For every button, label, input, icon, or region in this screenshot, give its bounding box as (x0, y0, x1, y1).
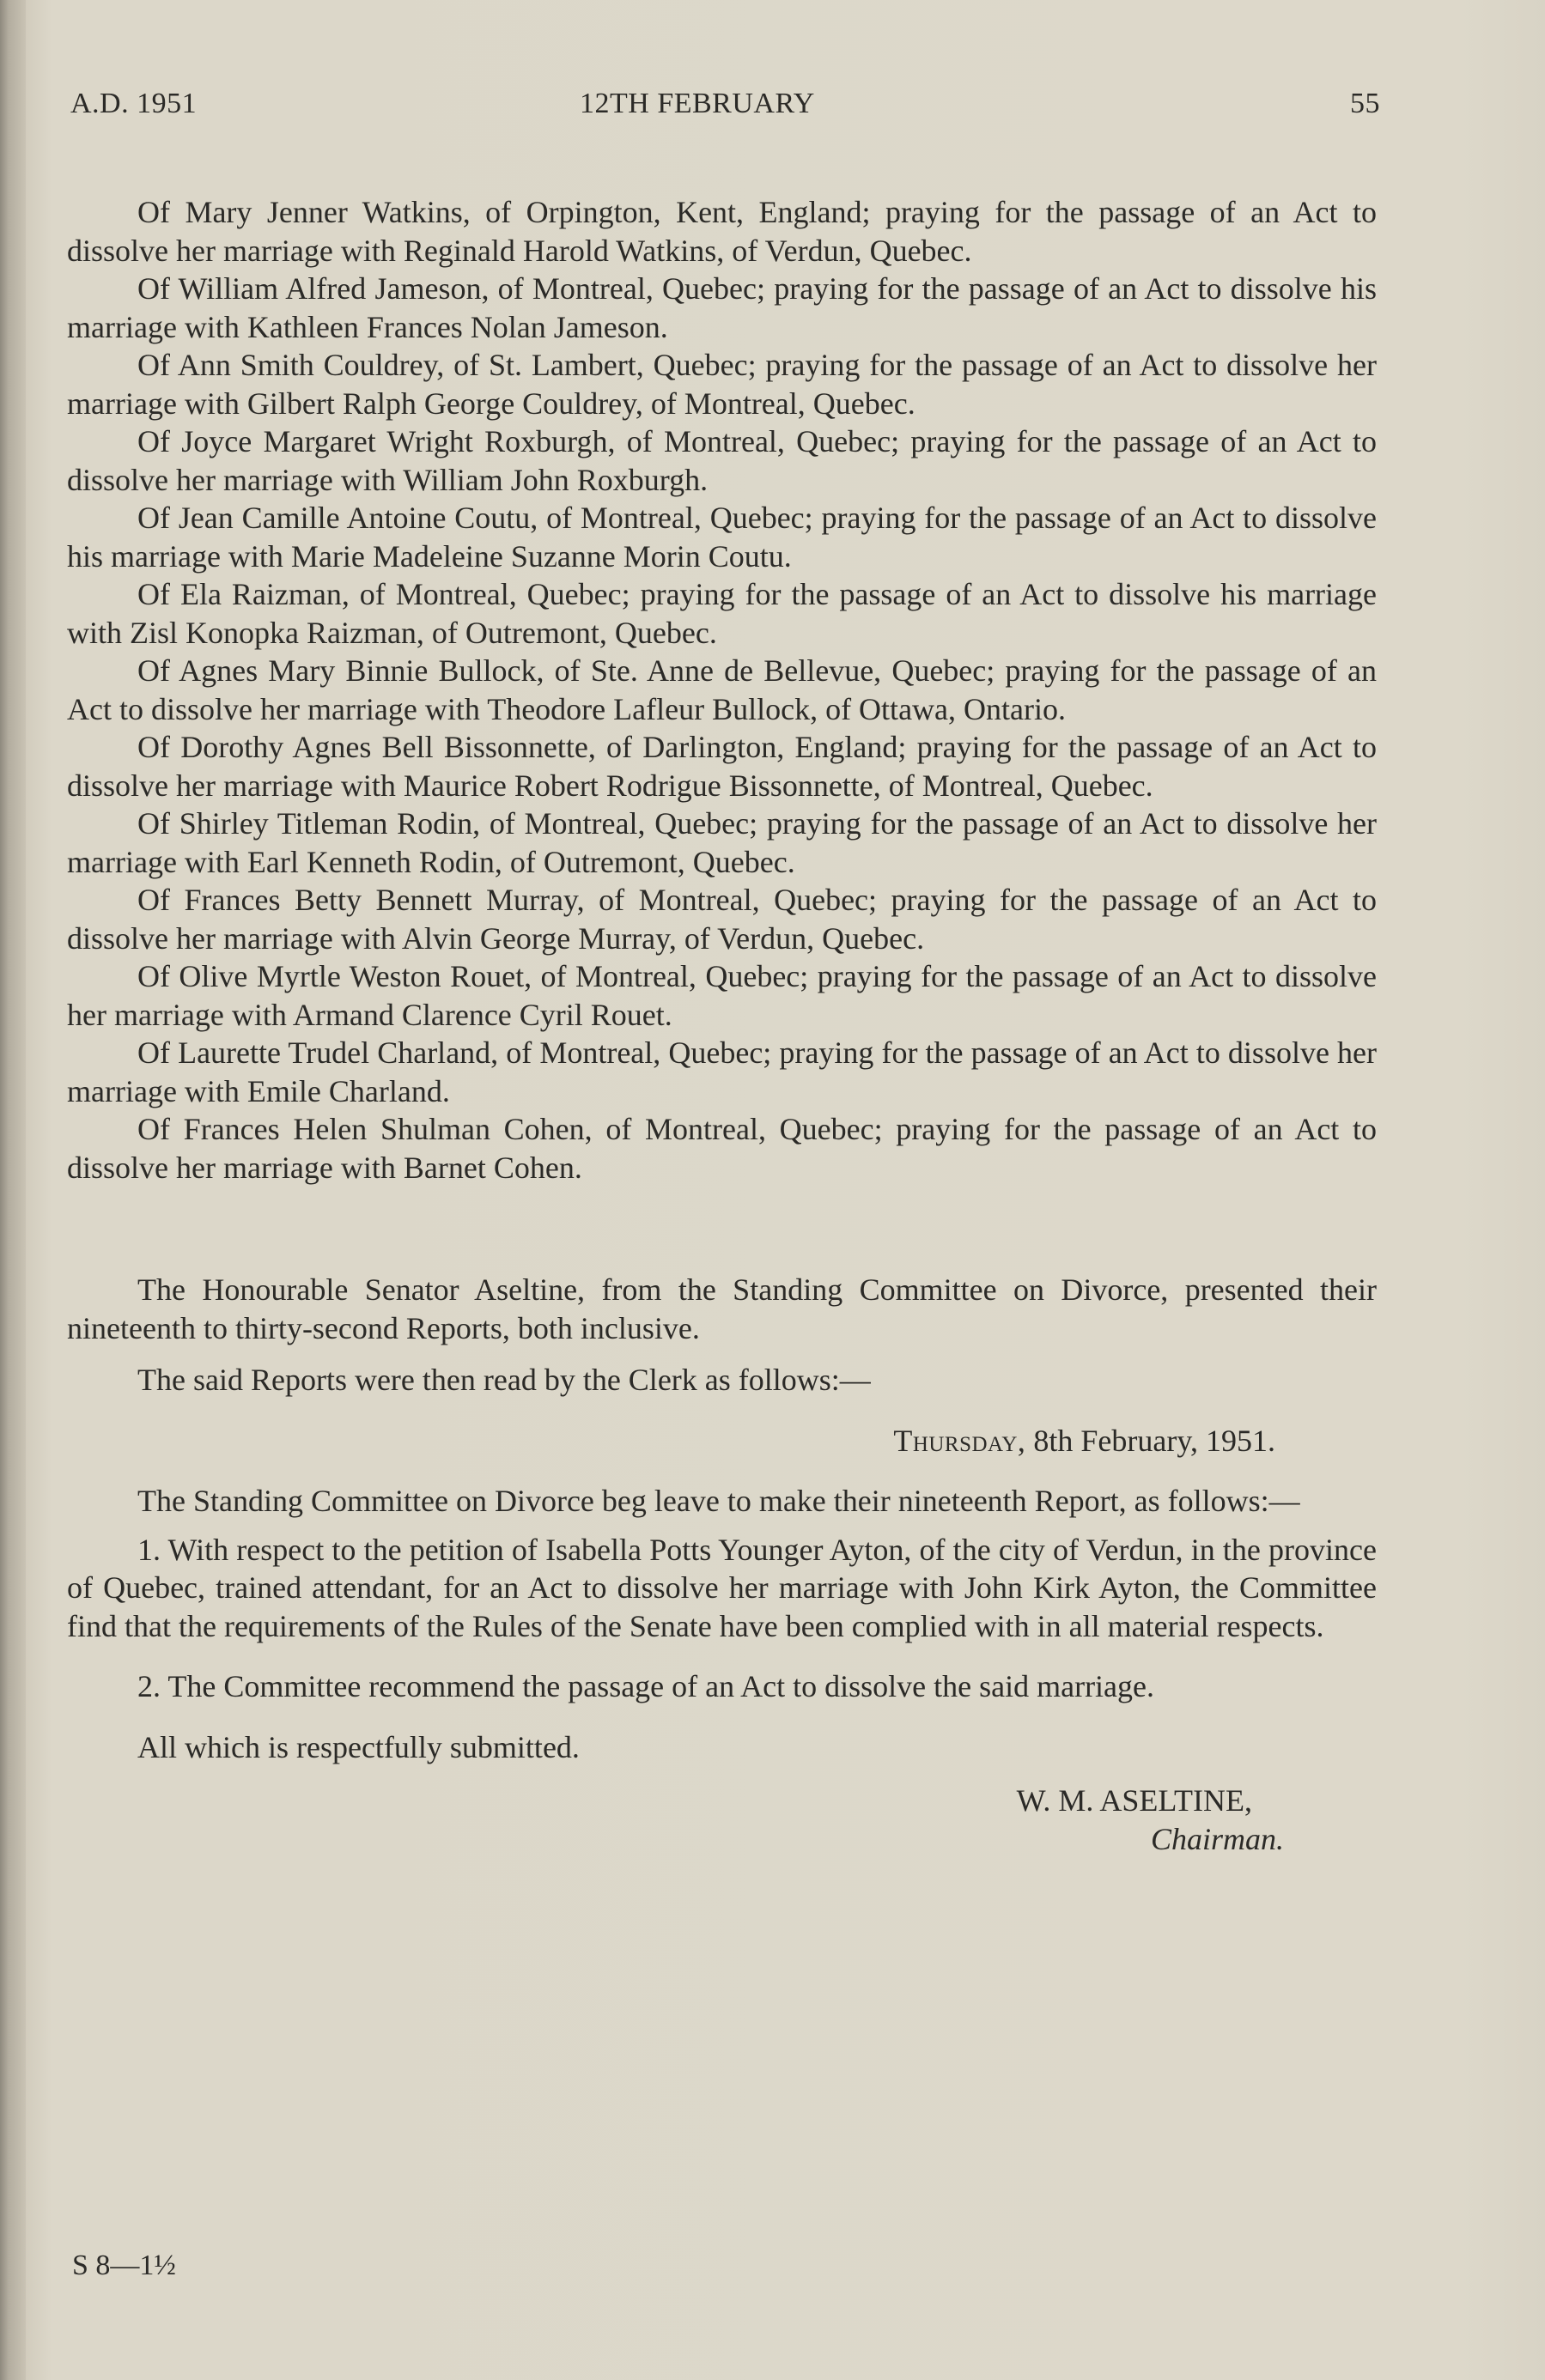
petition-paragraph: Of Mary Jenner Watkins, of Orpington, Kent, England; praying for the passage of an Act to dissolve her marriage with Reginald Harold Watkins, of Verdun, Quebec. (67, 195, 1377, 268)
book-binding-edge (0, 0, 26, 2380)
header-date: 12TH FEBRUARY (580, 88, 815, 119)
petition-paragraph: Of Ela Raizman, of Montreal, Quebec; praying for the passage of an Act to dissolve his marriage with Zisl Konopka Raizman, of Outremont, Quebec. (67, 577, 1377, 650)
closing-line: All which is respectfully submitted. (137, 1729, 580, 1764)
signatory-title: Chairman. (1150, 1821, 1284, 1856)
report-item-1: 1. With respect to the petition of Isabella Potts Younger Ayton, of the city of Verdun, in the province of Quebec, trained attendant, for an Act to dissolve her marriage with John Kirk Ayton, the Committee find that the requirements of the Rules of the Senate have been complied with in all material respects. (67, 1532, 1377, 1643)
petition-paragraph: Of Agnes Mary Binnie Bullock, of Ste. Anne de Bellevue, Quebec; praying for the passage of an Act to dissolve her marriage with Theodore Lafleur Bullock, of Ottawa, Ontario. (67, 653, 1377, 726)
petition-paragraph: Of Ann Smith Couldrey, of St. Lambert, Quebec; praying for the passage of an Act to dissolve her marriage with Gilbert Ralph George Couldrey, of Montreal, Quebec. (67, 348, 1377, 421)
petition-paragraph: Of Olive Myrtle Weston Rouet, of Montreal, Quebec; praying for the passage of an Act to dissolve her marriage with Armand Clarence Cyril Rouet. (67, 959, 1377, 1032)
petition-paragraph: Of Frances Helen Shulman Cohen, of Montreal, Quebec; praying for the passage of an Act to dissolve her marriage with Barnet Cohen. (67, 1112, 1377, 1185)
printer-signature-mark: S 8—1½ (72, 2249, 176, 2281)
petition-paragraph: Of Shirley Titleman Rodin, of Montreal, Quebec; praying for the passage of an Act to dissolve her marriage with Earl Kenneth Rodin, of Outremont, Quebec. (67, 806, 1377, 879)
report-item-2: 2. The Committee recommend the passage of an Act to dissolve the said marriage. (137, 1669, 1155, 1703)
page-body (67, 193, 1377, 1858)
report-date: 8th February, 1951. (1033, 1423, 1275, 1458)
petition-paragraph: Of Dorothy Agnes Bell Bissonnette, of Darlington, England; praying for the passage of an Act to dissolve her marriage with Maurice Robert Rodrigue Bissonnette, of Montreal, Quebec. (67, 730, 1377, 803)
running-head (70, 88, 1380, 131)
petition-paragraph: Of Laurette Trudel Charland, of Montreal, Quebec; praying for the passage of an Act to dissolve her marriage with Emile Charland. (67, 1035, 1377, 1108)
petition-paragraph: Of Frances Betty Bennett Murray, of Montreal, Quebec; praying for the passage of an Act to dissolve her marriage with Alvin George Murray, of Verdun, Quebec. (67, 883, 1377, 956)
report-weekday: Thursday, (893, 1423, 1026, 1458)
petition-paragraph: Of Jean Camille Antoine Coutu, of Montreal, Quebec; praying for the passage of an Act to dissolve his marriage with Marie Madeleine Suzanne Morin Coutu. (67, 501, 1377, 574)
header-year: A.D. 1951 (70, 88, 198, 119)
page-number: 55 (1350, 88, 1380, 119)
petition-list (67, 193, 1377, 1187)
petition-paragraph: Of Joyce Margaret Wright Roxburgh, of Montreal, Quebec; praying for the passage of an Act to dissolve her marriage with William John Roxburgh. (67, 424, 1377, 497)
signatory-name: W. M. ASELTINE, (1016, 1783, 1252, 1818)
reports-read-line: The said Reports were then read by the Clerk as follows:— (137, 1363, 871, 1397)
report-dateline (67, 1422, 1275, 1460)
senator-report-paragraph: The Honourable Senator Aseltine, from the Standing Committee on Divorce, presented their nineteenth to thirty-second Reports, both inclusive. (67, 1272, 1377, 1345)
report-intro-paragraph: The Standing Committee on Divorce beg leave to make their nineteenth Report, as follows:— (137, 1484, 1300, 1518)
petition-paragraph: Of William Alfred Jameson, of Montreal, Quebec; praying for the passage of an Act to dissolve his marriage with Kathleen Frances Nolan Jameson. (67, 271, 1377, 344)
